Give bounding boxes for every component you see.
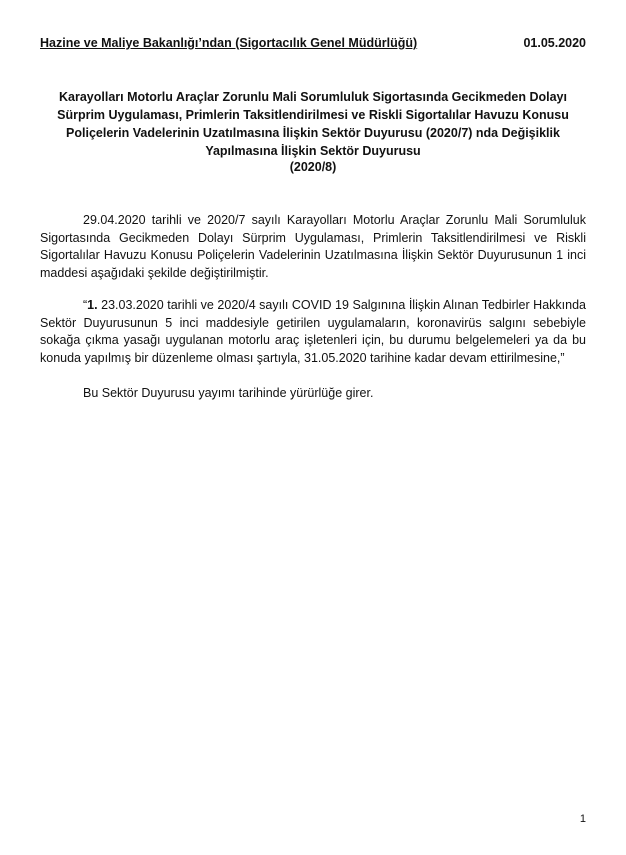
title-line: Poliçelerin Vadelerinin Uzatılmasına İlişkin Sektör Duyurusu (2020/7) nda Değişiklik [66, 126, 560, 140]
title-line: Sürprim Uygulaması, Primlerin Taksitlendirilmesi ve Riskli Sigortalılar Havuzu Konusu [57, 108, 569, 122]
body-paragraph-2 [40, 297, 586, 367]
title-line: Yapılmasına İlişkin Sektör Duyurusu [205, 144, 421, 158]
document-date: 01.05.2020 [523, 36, 586, 50]
announcement-number: (2020/8) [289, 160, 337, 174]
body-paragraph-1: 29.04.2020 tarihli ve 2020/7 sayılı Karayolları Motorlu Araçlar Zorunlu Mali Sorumluluk Sigortasında Gecikmeden Dolayı Sürprim Uygulaması, Primlerin Taksitlendirilmesi ve Riskli Sigortalılar Havuzu Konusu Poliçelerin Vadelerinin Uzatılmasına İlişkin Sektör Duyurusunun 1 inci maddesi aşağıdaki şekilde değiştirilmiştir. [40, 213, 586, 280]
title-line: Karayolları Motorlu Araçlar Zorunlu Mali Sorumluluk Sigortasında Gecikmeden Dolayı [59, 90, 567, 104]
open-quote: “ [83, 298, 88, 312]
document-title [40, 88, 586, 160]
body-paragraph-3: Bu Sektör Duyurusu yayımı tarihinde yürürlüğe girer. [83, 386, 374, 400]
article-text: 23.03.2020 tarihli ve 2020/4 sayılı COVID 19 Salgınına İlişkin Alınan Tedbirler Hakkında Sektör Duyurusunun 5 inci maddesiyle getirilen uygulamaların, koronavirüs salgını sebebiyle sokağa çıkma yasağı uygulanan motorlu araç işletenleri için, bu durumu belgelemeleri ya da bu konuda yapılmış bir düzenleme olması şartıyla, 31.05.2020 tarihine kadar devam ettirilmesine,” [40, 298, 586, 365]
article-number: 1. [87, 298, 98, 312]
page-number: 1 [579, 813, 586, 825]
issuer-heading: Hazine ve Maliye Bakanlığı’ndan (Sigortacılık Genel Müdürlüğü) [40, 36, 418, 50]
